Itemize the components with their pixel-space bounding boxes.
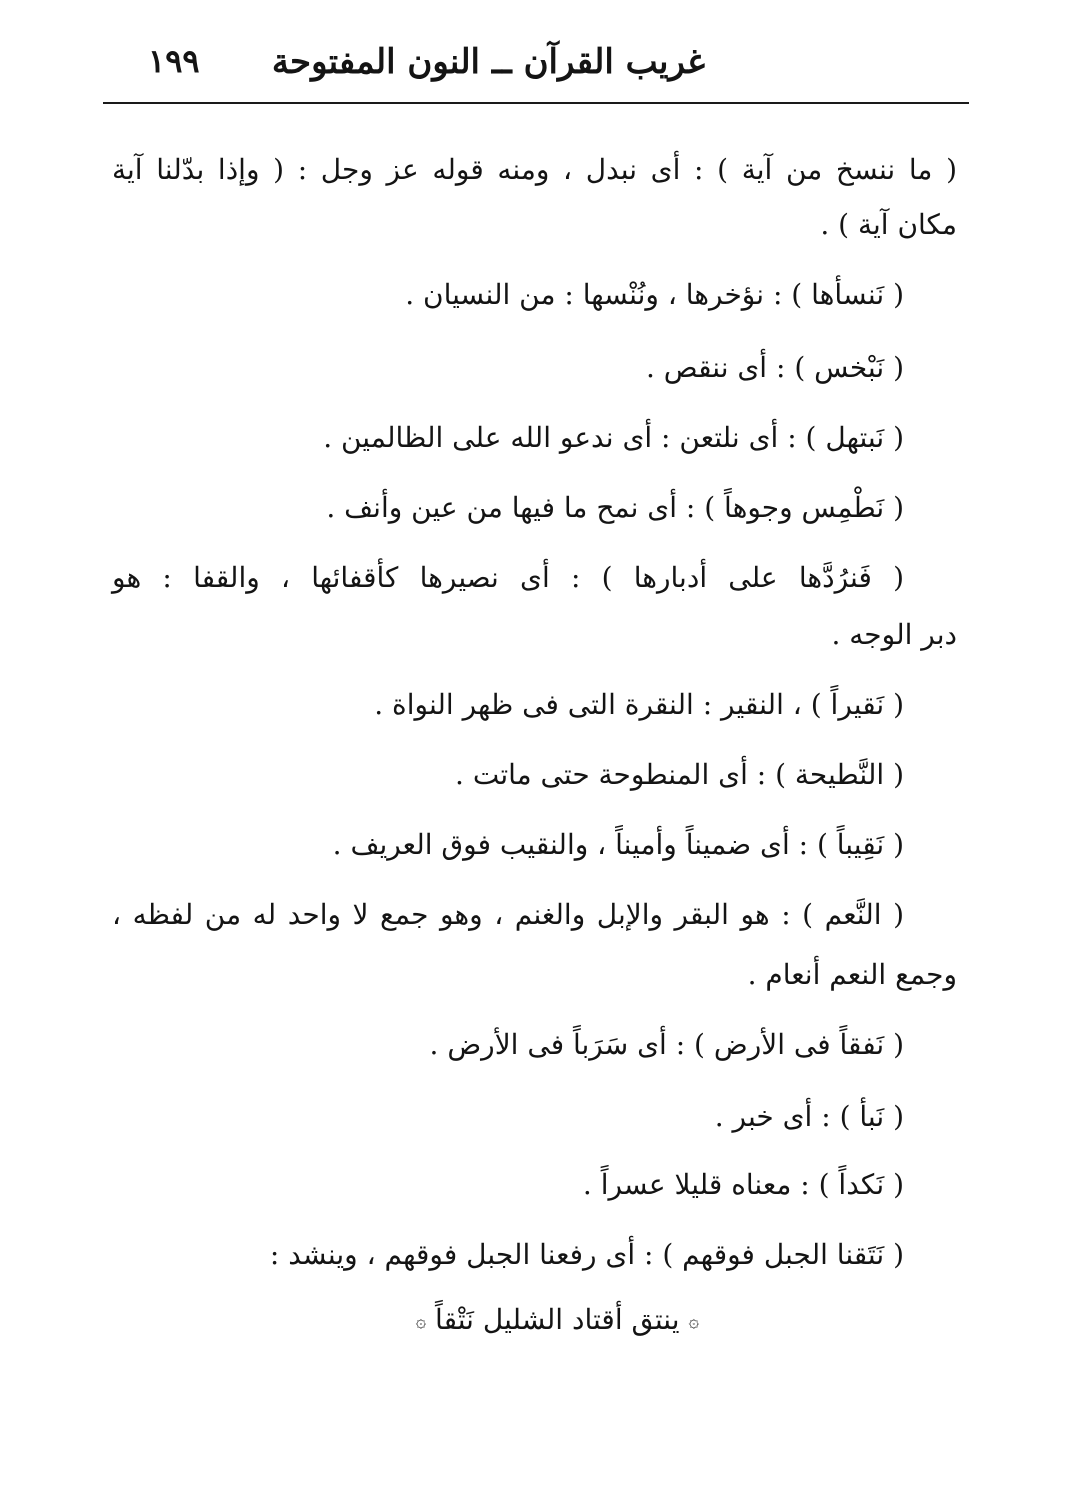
page-header — [100, 30, 970, 100]
text-line-14: ( نَفقاً فى الأرض ) : أى سَرَباً فى الأرض . — [429, 1028, 904, 1061]
text-line-16: ( نَكداً ) : معناه قليلا عسراً . — [582, 1168, 904, 1201]
running-title: غريب القرآن ــ النون المفتوحة — [271, 42, 705, 82]
text-line-9: ( نَقيراً ) ، النقير : النقرة التى فى ظهر النواة . — [374, 688, 904, 721]
text-line-10: ( النَّطيحة ) : أى المنطوحة حتى ماتت . — [455, 758, 904, 791]
text-line-6: ( نَطْمِس وجوهاً ) : أى نمح ما فيها من عين وأنف . — [326, 491, 904, 524]
text-line-3: ( نَنسأها ) : نؤخرها ، ونُنْسها : من النسيان . — [405, 278, 904, 311]
text-line-8: دبر الوجه . — [831, 618, 957, 651]
header-rule — [103, 102, 969, 104]
page-number: ١٩٩ — [148, 42, 200, 80]
verse-text: ينتق أقتاد الشليل نَتْقاً — [435, 1303, 680, 1336]
text-line-13: وجمع النعم أنعام . — [747, 958, 957, 991]
text-line-17: ( نَتَقنا الجبل فوقهم ) : أى رفعنا الجبل فوقهم ، وينشد : — [269, 1238, 904, 1271]
verse-marker-icon: ۞ — [688, 1310, 699, 1332]
text-line-7: ( فَنرُدَّها على أدبارها ) : أى نصيرها كأقفائها ، والقفا : هو — [112, 561, 904, 594]
text-line-5: ( نَبتهل ) : أى نلتعن : أى ندعو الله على الظالمين . — [323, 421, 904, 454]
text-line-2: مكان آية ) . — [820, 208, 957, 241]
text-line-1: ( ما ننسخ من آية ) : أى نبدل ، ومنه قوله عز وجل : ( وإذا بدّلنا آية — [112, 153, 957, 186]
text-line-12: ( النَّعم ) : هو البقر والإبل والغنم ، وهو جمع لا واحد له من لفظه ، — [112, 898, 904, 931]
verse-marker-icon: ۞ — [415, 1310, 427, 1332]
verse-line — [416, 1300, 699, 1342]
text-line-11: ( نَقِيباً ) : أى ضميناً وأميناً ، والنقيب فوق العريف . — [332, 828, 904, 861]
text-line-4: ( نَبْخس ) : أى ننقص . — [645, 351, 904, 384]
text-line-15: ( نَبأ ) : أى خبر . — [714, 1100, 904, 1133]
